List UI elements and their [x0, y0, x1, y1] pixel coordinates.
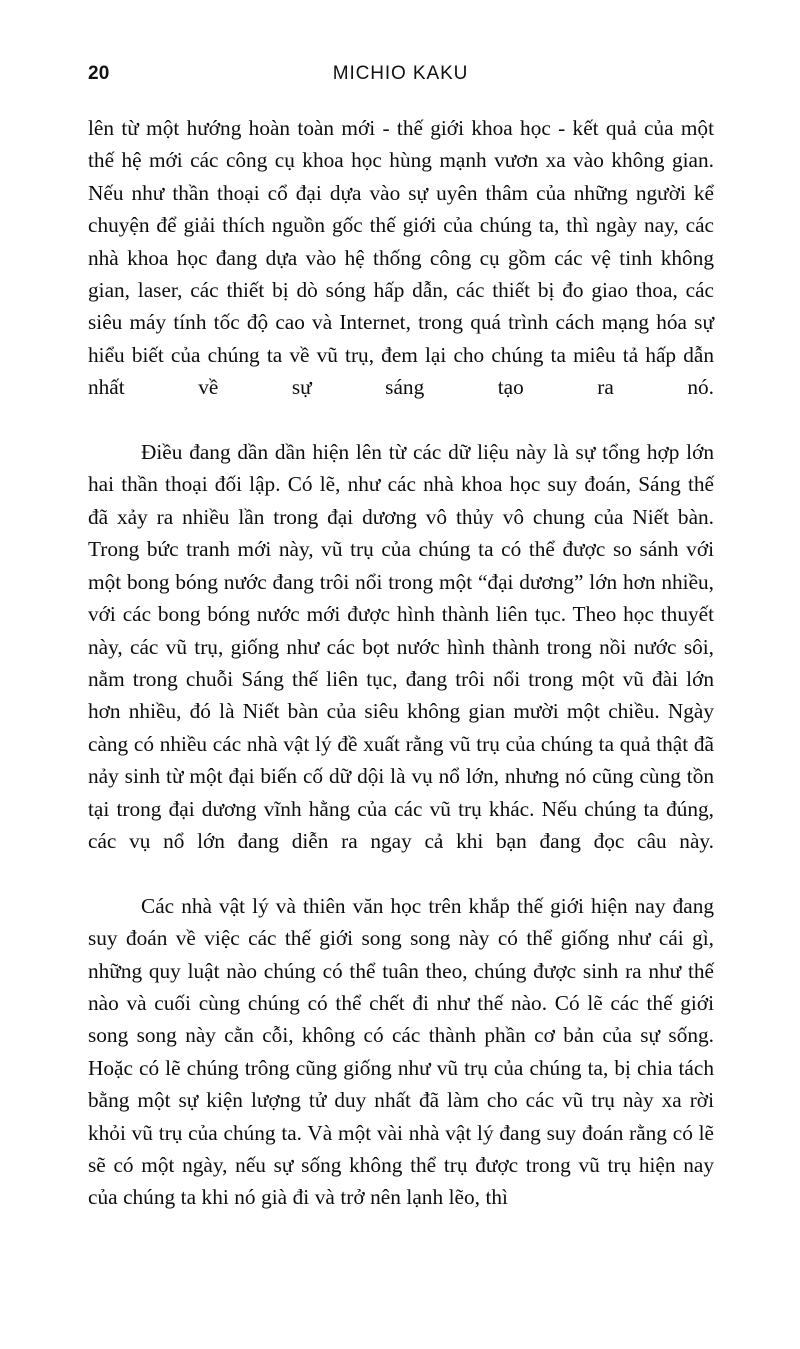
page-number: 20 [88, 63, 110, 84]
running-head [88, 60, 713, 88]
paragraph-1: lên từ một hướng hoàn toàn mới - thế giới khoa học - kết quả của một thế hệ mới các công cụ khoa học hùng mạnh vươn xa vào không gian. Nếu như thần thoại cổ đại dựa vào sự uyên thâm của những người kể chuyện để giải thích nguồn gốc thế giới của chúng ta, thì ngày nay, các nhà khoa học đang dựa vào hệ thống công cụ gồm các vệ tinh không gian, laser, các thiết bị dò sóng hấp dẫn, các thiết bị đo giao thoa, các siêu máy tính tốc độ cao và Internet, trong quá trình cách mạng hóa sự hiểu biết của chúng ta về vũ trụ, đem lại cho chúng ta miêu tả hấp dẫn nhất về sự sáng tạo ra nó. [88, 116, 714, 400]
body-text-block [88, 112, 714, 1214]
paragraph-2: Điều đang dần dần hiện lên từ các dữ liệu này là sự tổng hợp lớn hai thần thoại đối lập. Có lẽ, như các nhà khoa học suy đoán, Sáng thế đã xảy ra nhiều lần trong đại dương vô thủy vô chung của Niết bàn. Trong bức tranh mới này, vũ trụ của chúng ta có thể được so sánh với một bong bóng nước đang trôi nổi trong một “đại dương” lớn hơn nhiều, với các bong bóng nước mới được hình thành liên tục. Theo học thuyết này, các vũ trụ, giống như các bọt nước hình thành trong nồi nước sôi, nằm trong chuỗi Sáng thế liên tục, đang trôi nổi trong một vũ đài lớn hơn nhiều, đó là Niết bàn của siêu không gian mười một chiều. Ngày càng có nhiều các nhà vật lý đề xuất rằng vũ trụ của chúng ta quả thật đã nảy sinh từ một đại biến cố dữ dội là vụ nổ lớn, nhưng nó cũng cùng tồn tại trong đại dương vĩnh hằng của các vũ trụ khác. Nếu chúng ta đúng, các vụ nổ lớn đang diễn ra ngay cả khi bạn đang đọc câu này. [88, 440, 714, 853]
paragraph-3: Các nhà vật lý và thiên văn học trên khắp thế giới hiện nay đang suy đoán về việc các thế giới song song này có thể giống như cái gì, những quy luật nào chúng có thể tuân theo, chúng được sinh ra như thế nào và cuối cùng chúng có thể chết đi như thế nào. Có lẽ các thế giới song song này cằn cỗi, không có các thành phần cơ bản của sự sống. Hoặc có lẽ chúng trông cũng giống như vũ trụ của chúng ta, bị chia tách bằng một sự kiện lượng tử duy nhất đã làm cho các vũ trụ này xa rời khỏi vũ trụ của chúng ta. Và một vài nhà vật lý đang suy đoán rằng có lẽ sẽ có một ngày, nếu sự sống không thể trụ được trong vũ trụ hiện nay của chúng ta khi nó già đi và trở nên lạnh lẽo, thì [88, 893, 714, 1210]
running-head-author: MICHIO KAKU [332, 63, 469, 84]
